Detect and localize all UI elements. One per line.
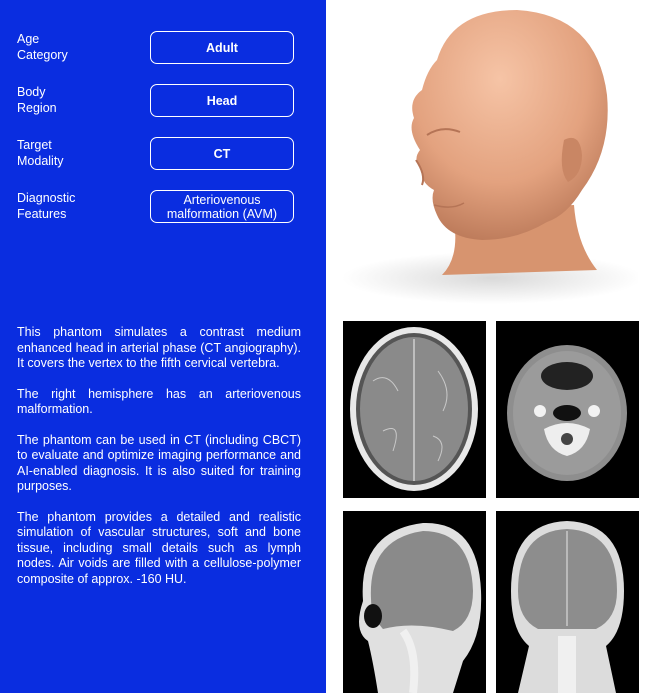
description-paragraph: The phantom can be used in CT (including CBCT) to evaluate and optimize imaging performance and AI-enabled diagnosis. It is also suited for training purposes. <box>17 432 301 493</box>
field-label: Diagnostic Features <box>17 191 76 221</box>
ct-coronal-image <box>496 511 639 693</box>
field-body-region <box>17 84 307 120</box>
field-age-category <box>17 31 307 67</box>
body-region-value-button[interactable]: Head <box>150 84 294 117</box>
field-diagnostic-features <box>17 190 307 226</box>
head-3d-render-image <box>342 0 638 306</box>
age-category-value-button[interactable]: Adult <box>150 31 294 64</box>
field-label: Target Modality <box>17 138 64 168</box>
ct-axial-neck-image <box>496 321 639 498</box>
field-label: Age Category <box>17 32 68 62</box>
ct-sagittal-image <box>343 511 486 693</box>
target-modality-value-button[interactable]: CT <box>150 137 294 170</box>
description-paragraph: The right hemisphere has an arteriovenous malformation. <box>17 386 301 416</box>
diagnostic-features-value-button[interactable]: Arteriovenous malformation (AVM) <box>150 190 294 223</box>
ct-axial-brain-image <box>343 321 486 498</box>
field-label: Body Region <box>17 85 57 115</box>
image-column <box>326 0 648 693</box>
description-paragraph: The phantom provides a detailed and realistic simulation of vascular structures, soft and bone tissue, including small details such as lymph nodes. Air voids are filled with a cellulose-polymer composite of approx. -160 HU. <box>17 509 301 586</box>
phantom-description <box>17 325 301 602</box>
description-paragraph: This phantom simulates a contrast medium enhanced head in arterial phase (CT angiography). It covers the vertex to the fifth cervical vertebra. <box>17 325 301 370</box>
field-target-modality <box>17 137 307 173</box>
